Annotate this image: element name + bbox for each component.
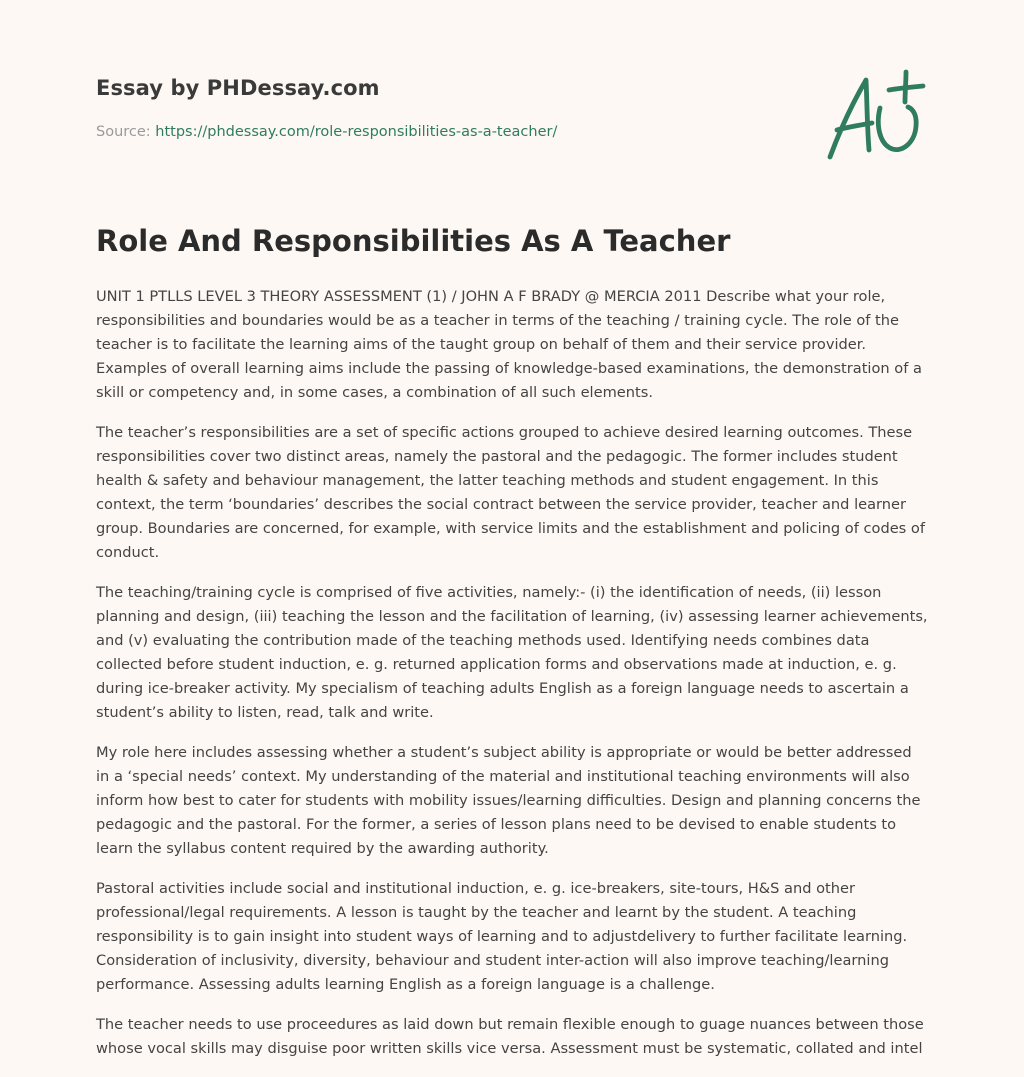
- source-label: Source:: [96, 124, 151, 140]
- essay-paragraph: UNIT 1 PTLLS LEVEL 3 THEORY ASSESSMENT (1) / JOHN A F BRADY @ MERCIA 2011 Describe what your role, responsibilities and boundaries would be as a teacher in terms of the teaching / training cycle. The role of the teacher is to facilitate the learning aims of the taught group on behalf of them and their service provider. Examples of overall learning aims include the passing of knowledge-based examinations, the demonstration of a skill or competency and, in some cases, a combination of all such elements.: [96, 288, 922, 401]
- essay-body: [96, 285, 928, 1077]
- essay-paragraph: My role here includes assessing whether a student’s subject ability is appropriate or would be better addressed in a ‘special needs’ context. My understanding of the material and institutional teaching environments will also inform how best to cater for students with mobility issues/learning difficulties. Design and planning concerns the pedagogic and the pastoral. For the former, a series of lesson plans need to be devised to enable students to learn the syllabus content required by the awarding authority.: [96, 744, 921, 857]
- essay-paragraph: The teacher’s responsibilities are a set of specific actions grouped to achieve desired learning outcomes. These responsibilities cover two distinct areas, namely the pastoral and the pedagogic. The former includes student health & safety and behaviour management, the latter teaching methods and student engagement. In this context, the term ‘boundaries’ describes the social contract between the service provider, teacher and learner group. Boundaries are concerned, for example, with service limits and the establishment and policing of codes of conduct.: [96, 424, 925, 561]
- essay-paragraph: Pastoral activities include social and institutional induction, e. g. ice-breakers, site-tours, H&S and other professional/legal requirements. A lesson is taught by the teacher and learnt by the student. A teaching responsibility is to gain insight into student ways of learning and to adjustdelivery to further facilitate learning. Consideration of inclusivity, diversity, behaviour and student inter-action will also improve teaching/learning performance. Assessing adults learning English as a foreign language is a challenge.: [96, 880, 908, 993]
- source-line: [96, 124, 557, 140]
- site-brand: Essay by PHDessay.com: [96, 76, 380, 100]
- source-link[interactable]: https://phdessay.com/role-responsibilities-as-a-teacher/: [155, 124, 558, 140]
- essay-paragraph: The teaching/training cycle is comprised of five activities, namely:- (i) the identification of needs, (ii) lesson planning and design, (iii) teaching the lesson and the facilitation of learning, (iv) assessing learner achievements, and (v) evaluating the contribution made of the teaching methods used. Identifying needs combines data collected before student induction, e. g. returned application forms and observations made at induction, e. g. during ice-breaker activity. My specialism of teaching adults English as a foreign language needs to ascertain a student’s ability to listen, read, talk and write.: [96, 584, 928, 721]
- essay-title: Role And Responsibilities As A Teacher: [96, 224, 731, 258]
- a-plus-logo-icon: [826, 68, 930, 164]
- essay-paragraph: The teacher needs to use proceedures as laid down but remain flexible enough to guage nuances between those whose vocal skills may disguise poor written skills vice versa. Assessment must be systematic, collated and intel: [96, 1016, 924, 1057]
